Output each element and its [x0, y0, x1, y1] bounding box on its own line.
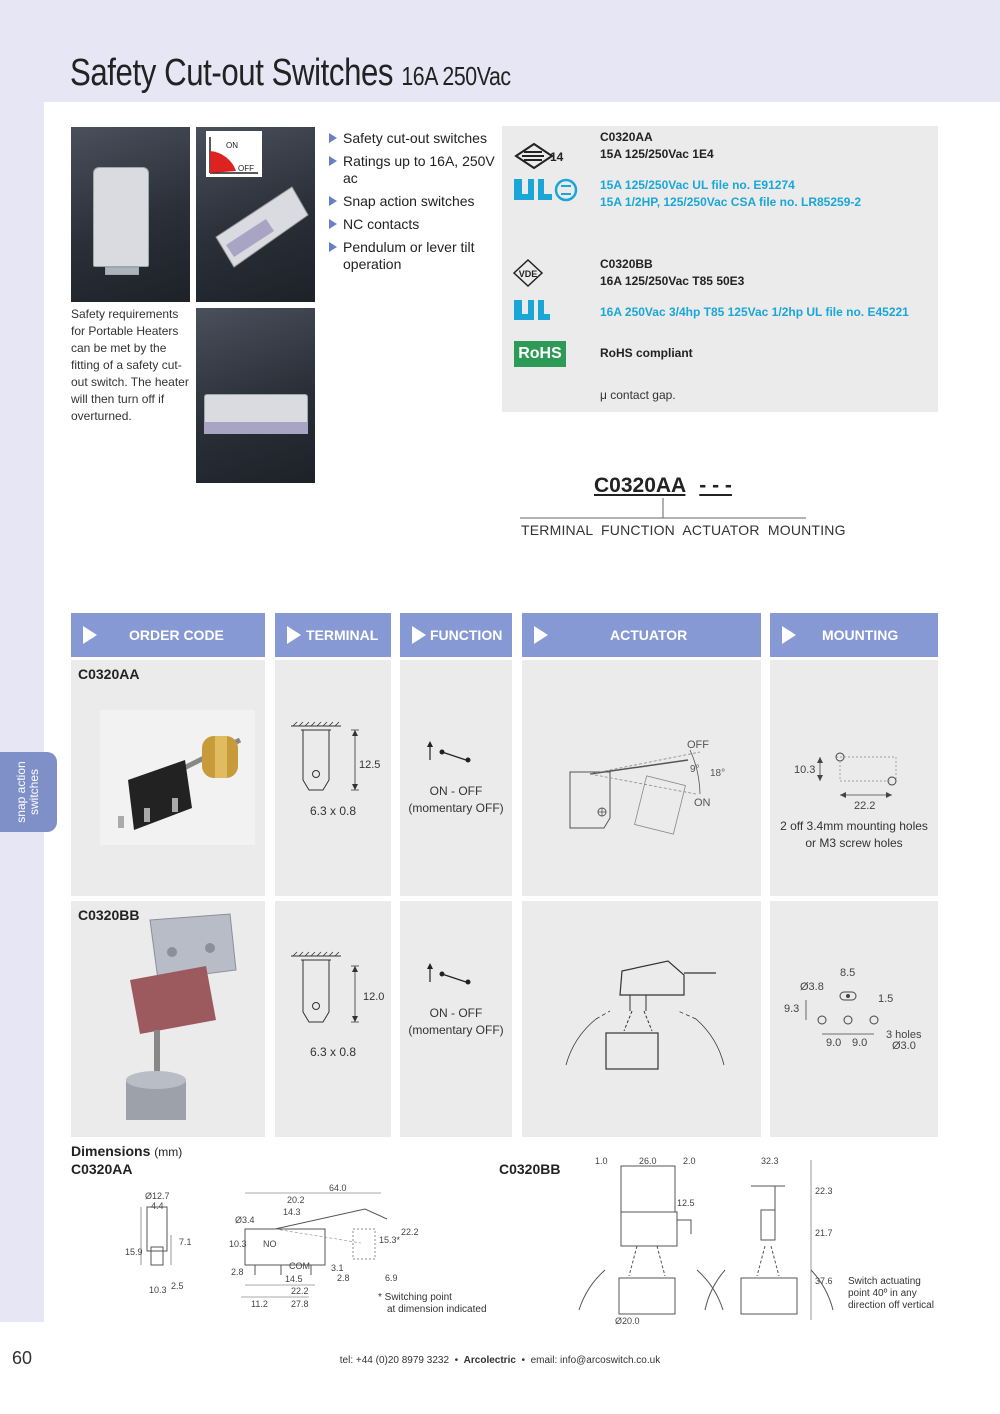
- row1-function-symbol: [420, 738, 480, 768]
- row2-function-symbol: [420, 960, 480, 990]
- row2-mount-dim-5: 9.0: [826, 1037, 842, 1049]
- row2-mounting-drawing: [780, 960, 930, 1055]
- row1-actuator-on: ON: [694, 797, 711, 809]
- aa-dimension-value: 3.1: [331, 1263, 344, 1273]
- aa-dimension-value: 20.2: [287, 1195, 305, 1205]
- cert-aa-csa: 15A 1/2HP, 125/250Vac CSA file no. LR85259-2: [600, 195, 862, 209]
- row2-terminal-height: 12.0: [363, 991, 385, 1003]
- aa-dimension-value: 14.3: [283, 1207, 301, 1217]
- footer-email: email: info@arcoswitch.co.uk: [530, 1355, 661, 1366]
- ul-csa-logo: [512, 176, 578, 204]
- row1-terminal-height: 12.5: [359, 759, 381, 771]
- row1-terminal-drawing: [285, 720, 390, 810]
- aa-dimension-value: 22.2: [401, 1227, 419, 1237]
- aa-dimension-value: 2.5: [171, 1281, 184, 1291]
- row1-actuator-angle-2: 18°: [710, 768, 726, 779]
- rohs-text: RoHS compliant: [600, 346, 693, 360]
- aa-dimension-value: COM: [289, 1261, 310, 1271]
- row2-mount-dim-7: 3 holes: [886, 1029, 922, 1041]
- aa-dimension-value: 11.2: [251, 1299, 268, 1309]
- header-function: FUNCTION: [400, 613, 512, 657]
- aa-dimension-drawing: [115, 1183, 419, 1315]
- bb-dimension-value: 32.3: [761, 1156, 779, 1166]
- order-code-builder: [594, 474, 732, 498]
- aa-dimension-value: 4.4: [151, 1201, 164, 1211]
- order-code-base: C0320AA: [594, 474, 686, 497]
- vde-logo: [512, 258, 544, 288]
- bb-note: Switch actuating point 40º in any direction off vertical: [848, 1276, 934, 1311]
- aa-dimension-value: 15.3*: [379, 1235, 401, 1245]
- row2-actuator-drawing: [560, 955, 730, 1075]
- section-side-tab: snap action switches: [0, 752, 57, 832]
- header-terminal: TERMINAL: [275, 613, 391, 657]
- row2-terminal-drawing: [285, 950, 390, 1040]
- row1-function-text: ON - OFF (momentary OFF): [408, 784, 504, 815]
- feature-list: [328, 130, 498, 279]
- row2-mount-dim-4: 9.3: [784, 1003, 800, 1015]
- aa-note: * Switching point at dimension indicated: [378, 1292, 487, 1315]
- header-mounting: MOUNTING: [770, 613, 938, 657]
- left-margin-band: [0, 102, 44, 1322]
- bb-dimension-value: 2.0: [683, 1156, 696, 1166]
- header-actuator: ACTUATOR: [522, 613, 761, 657]
- aa-dimension-value: 14.5: [285, 1274, 303, 1284]
- dimensions-title: Dimensions (mm): [71, 1143, 183, 1159]
- intro-caption: Safety requirements for Portable Heaters can be met by the fitting of a safety cut-out switch. The heater will then turn off if overturned.: [71, 307, 189, 423]
- row1-actuator-drawing: [540, 730, 755, 840]
- row1-switch-photo: [90, 700, 260, 850]
- bb-dimension-value: 1.0: [595, 1156, 608, 1166]
- product-photo-tilted-heater: [196, 127, 315, 302]
- aa-dimension-value: 10.3: [229, 1239, 247, 1249]
- enec-number: 14: [550, 150, 564, 164]
- aa-dimension-value: 27.8: [291, 1299, 309, 1309]
- row1-code: C0320AA: [78, 666, 140, 682]
- tilt-on-label: ON: [226, 141, 238, 150]
- row2-switch-photo: [110, 910, 260, 1130]
- footer-company: Arcolectric: [463, 1355, 516, 1366]
- row1-mount-dim-1: 10.3: [794, 764, 816, 776]
- feature-item: Safety cut-out switches: [328, 130, 498, 147]
- header-order-code: ORDER CODE: [71, 613, 265, 657]
- feature-item: NC contacts: [328, 216, 498, 233]
- bb-dimension-value: 12.5: [677, 1198, 695, 1208]
- row2-terminal-size: 6.3 x 0.8: [309, 1045, 357, 1059]
- cert-bb-rating: 16A 125/250Vac T85 50E3: [600, 274, 745, 288]
- row2-mount-dim-2: 8.5: [840, 967, 856, 979]
- row2-mount-dim-8: Ø3.0: [892, 1040, 916, 1052]
- row2-mount-dim-1: Ø3.8: [800, 981, 824, 993]
- aa-dimension-value: 2.8: [337, 1273, 350, 1283]
- ul-logo: [512, 298, 552, 324]
- bb-dimension-value: 21.7: [815, 1228, 833, 1238]
- row1-actuator-off: OFF: [687, 739, 709, 751]
- aa-dimension-value: 15.9: [125, 1247, 143, 1257]
- row1-mounting-drawing: [790, 745, 930, 815]
- dimensions-bb-label: C0320BB: [499, 1161, 561, 1177]
- row1-actuator-angle-1: 9°: [690, 764, 700, 775]
- aa-dimension-value: NO: [263, 1239, 277, 1249]
- cert-bb-code: C0320BB: [600, 257, 653, 271]
- feature-item: Ratings up to 16A, 250V ac: [328, 153, 498, 187]
- row2-code: C0320BB: [78, 907, 140, 923]
- feature-item: Snap action switches: [328, 193, 498, 210]
- aa-dimension-value: Ø3.4: [235, 1215, 255, 1225]
- row1-function-cell: [400, 660, 512, 896]
- bb-dimension-value: 22.3: [815, 1186, 833, 1196]
- aa-dimension-value: Ø12.7: [145, 1191, 170, 1201]
- row1-terminal-size: 6.3 x 0.8: [309, 804, 357, 818]
- aa-dimension-value: 7.1: [179, 1237, 192, 1247]
- enec-logo: [512, 140, 570, 174]
- cert-aa-rating: 15A 125/250Vac 1E4: [600, 147, 714, 161]
- tilt-diagram: [196, 127, 315, 302]
- footer: tel: +44 (0)20 8979 3232 • Arcolectric • email: info@arcoswitch.co.uk: [339, 1355, 661, 1366]
- page-title: [70, 52, 511, 95]
- row2-function-text: ON - OFF (momentary OFF): [408, 1006, 504, 1037]
- title-main: Safety Cut-out Switches: [70, 52, 394, 94]
- dimensions-aa-label: C0320AA: [71, 1161, 133, 1177]
- product-photo-heater: [71, 127, 190, 302]
- bb-dimension-drawing: [575, 1150, 845, 1330]
- footer-tel: tel: +44 (0)20 8979 3232: [339, 1355, 450, 1366]
- row1-mounting-note: 2 off 3.4mm mounting holes or M3 screw holes: [780, 819, 928, 850]
- bb-dimension-value: Ø20.0: [615, 1316, 640, 1326]
- cert-aa-code: C0320AA: [600, 130, 653, 144]
- order-code-labels: TERMINAL FUNCTION ACTUATOR MOUNTING: [521, 522, 846, 538]
- cert-bb-ul: 16A 250Vac 3/4hp T85 125Vac 1/2hp UL file no. E45221: [600, 305, 909, 319]
- bb-dimension-value: 26.0: [639, 1156, 657, 1166]
- product-photo-heater-overturned: [196, 308, 315, 483]
- row2-mount-dim-6: 9.0: [852, 1037, 868, 1049]
- row2-mount-dim-3: 1.5: [878, 993, 894, 1005]
- tilt-off-label: OFF: [238, 164, 254, 173]
- page-number: 60: [12, 1348, 33, 1368]
- rohs-badge: RoHS: [514, 341, 566, 367]
- cert-aa-ul: 15A 125/250Vac UL file no. E91274: [600, 178, 795, 192]
- feature-item: Pendulum or lever tilt operation: [328, 239, 498, 273]
- aa-dimension-value: 10.3: [149, 1285, 167, 1295]
- title-suffix: 16A 250Vac: [401, 61, 511, 91]
- row1-mount-dim-2: 22.2: [854, 800, 876, 812]
- aa-dimension-value: 6.9: [385, 1273, 398, 1283]
- bb-dimension-value: 37.6: [815, 1276, 833, 1286]
- aa-dimension-value: 64.0: [329, 1183, 347, 1193]
- order-code-connector: [520, 498, 810, 522]
- aa-dimension-value: 2.8: [231, 1267, 244, 1277]
- contact-gap-text: μ contact gap.: [600, 388, 676, 402]
- order-code-suffix: - - -: [699, 474, 732, 497]
- aa-dimension-value: 22.2: [291, 1286, 309, 1296]
- vde-text: VDE: [518, 269, 538, 279]
